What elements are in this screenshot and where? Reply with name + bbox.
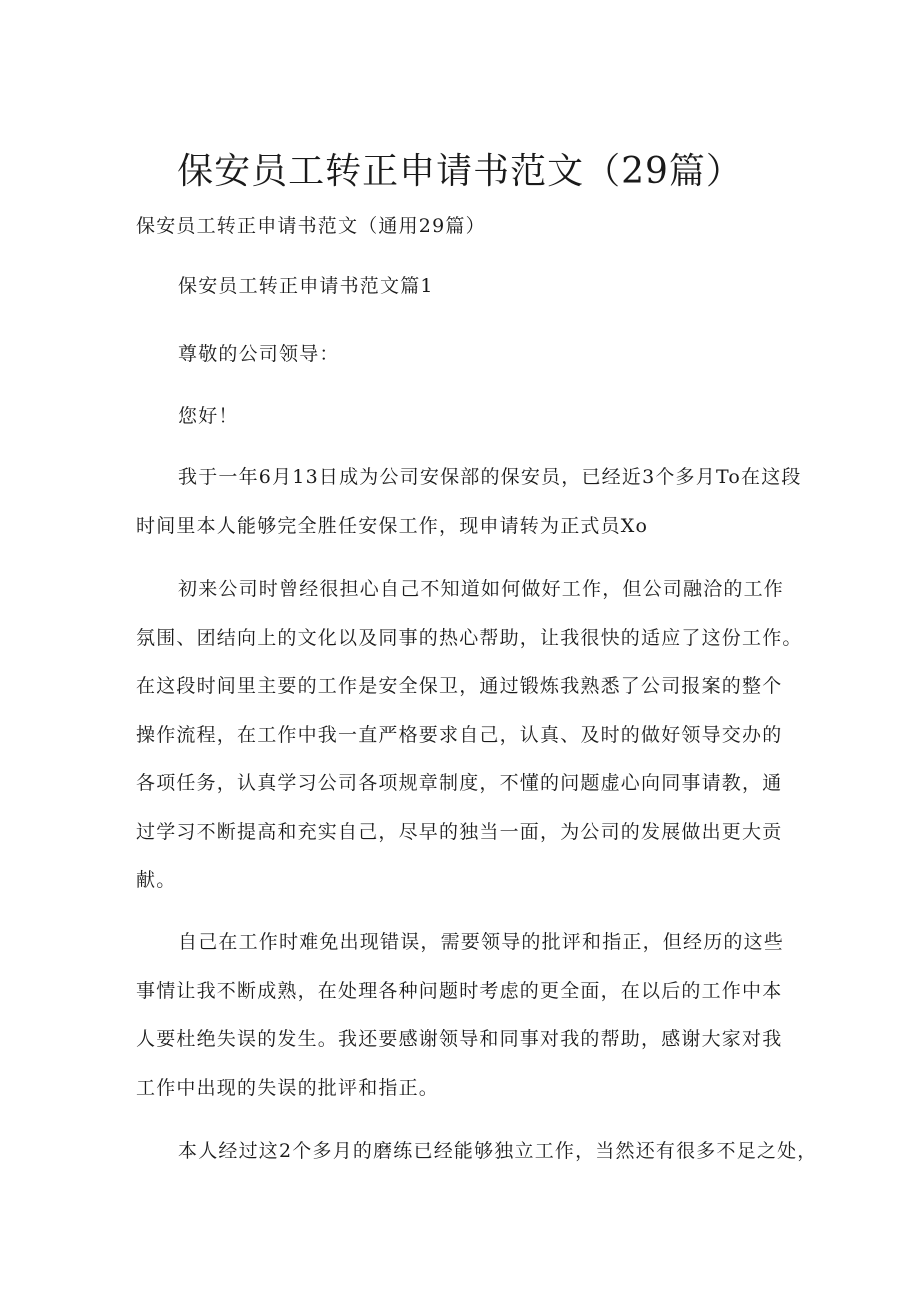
paragraph-line: 各项任务，认真学习公司各项规章制度，不懂的问题虚心向同事请教，通	[136, 772, 783, 794]
paragraph-line: 自己在工作时难免出现错误，需要领导的批评和指正，但经历的这些	[178, 931, 785, 953]
paragraph-line: 过学习不断提高和充实自己，尽早的独当一面，为公司的发展做出更大贡	[136, 820, 783, 843]
paragraph-line: 在这段时间里主要的工作是安全保卫，通过锻炼我熟悉了公司报案的整个	[136, 675, 783, 697]
paragraph-line: 我于一年6月13日成为公司安保部的保安员，已经近3个多月To在这段	[178, 466, 802, 488]
paragraph-line: 事情让我不断成熟，在处理各种问题时考虑的更全面，在以后的工作中本	[136, 979, 783, 1002]
paragraph-line: 人要杜绝失误的发生。我还要感谢领导和同事对我的帮助，感谢大家对我	[136, 1028, 783, 1050]
document-title: 保安员工转正申请书范文（29篇）	[177, 151, 743, 192]
document-subtitle: 保安员工转正申请书范文（通用29篇）	[136, 215, 486, 237]
paragraph-line: 操作流程，在工作中我一直严格要求自己，认真、及时的做好领导交办的	[136, 723, 783, 746]
paragraph-line: 工作中出现的失误的批评和指正。	[136, 1076, 440, 1099]
paragraph-line: 本人经过这2个多月的磨练已经能够独立工作，当然还有很多不足之处，	[178, 1140, 818, 1162]
paragraph-line: 时间里本人能够完全胜任安保工作，现申请转为正式员Xo	[136, 514, 649, 537]
section-heading: 保安员工转正申请书范文篇1	[178, 275, 434, 297]
body-paragraph-1	[136, 453, 802, 550]
paragraph-line: 献。	[136, 869, 177, 891]
body-paragraph-2	[136, 565, 803, 905]
paragraph-line: 氛围、团结向上的文化以及同事的热心帮助，让我很快的适应了这份工作。	[136, 626, 803, 649]
body-paragraph-3	[136, 918, 786, 1112]
paragraph-line: 初来公司时曾经很担心自己不知道如何做好工作，但公司融洽的工作	[178, 578, 785, 600]
salutation: 尊敬的公司领导：	[178, 343, 340, 365]
greeting: 您好！	[178, 405, 239, 427]
body-paragraph-4	[136, 1127, 818, 1176]
